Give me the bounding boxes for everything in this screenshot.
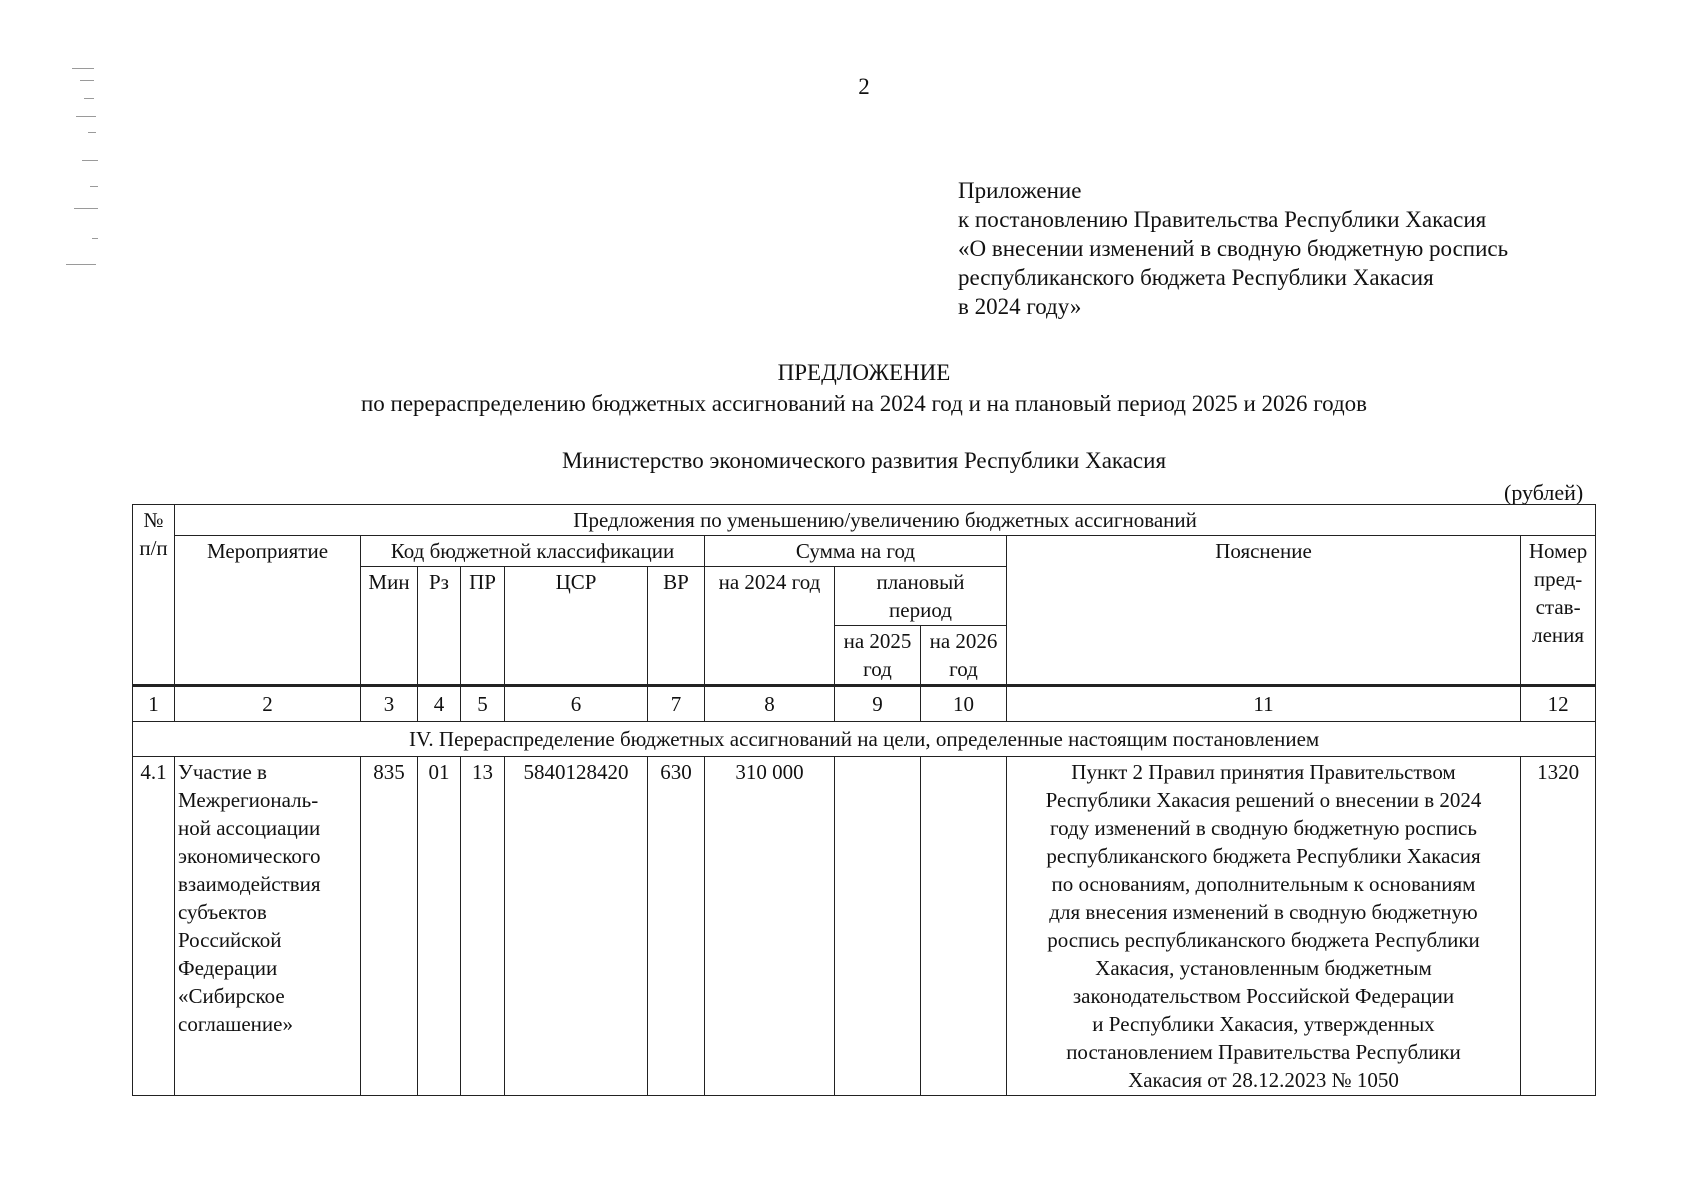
header-group-title: Предложения по уменьшению/увеличению бюджетных ассигнований (175, 505, 1596, 536)
header-explanation: Пояснение (1007, 536, 1521, 686)
header-vr: ВР (648, 567, 705, 686)
row-event-line: субъектов (178, 900, 267, 924)
row-explanation-line: по основаниям, дополнительным к основаниям (1051, 872, 1476, 896)
units-label: (рублей) (1504, 480, 1584, 505)
column-number: 6 (505, 686, 648, 722)
column-number: 11 (1007, 686, 1521, 722)
column-number: 3 (361, 686, 418, 722)
row-csr: 5840128420 (505, 757, 648, 1096)
header-submission-line: пред- (1533, 567, 1583, 591)
row-event-line: «Сибирское (178, 984, 285, 1008)
column-number: 1 (133, 686, 175, 722)
row-rz: 01 (418, 757, 461, 1096)
row-event-line: соглашение» (178, 1012, 293, 1036)
column-number: 5 (461, 686, 505, 722)
header-year-line: на 2025 (843, 629, 912, 653)
document-title: ПРЕДЛОЖЕНИЕ (777, 360, 951, 385)
header-planned-line: плановый (876, 570, 965, 594)
header-csr: ЦСР (505, 567, 648, 686)
row-min: 835 (361, 757, 418, 1096)
row-explanation-line: постановлением Правительства Республики (1066, 1040, 1461, 1064)
header-planned-line: период (889, 598, 952, 622)
column-number-row (133, 686, 1596, 722)
header-rz: Рз (418, 567, 461, 686)
header-num (133, 505, 175, 686)
header-pr: ПР (461, 567, 505, 686)
ministry-name: Министерство экономического развития Республики Хакасия (561, 448, 1167, 473)
header-min: Мин (361, 567, 418, 686)
header-code-group: Код бюджетной классификации (361, 536, 705, 567)
budget-table (132, 504, 1596, 1096)
appendix-line: в 2024 году» (958, 294, 1082, 319)
row-explanation (1007, 757, 1521, 1096)
header-year-2024: на 2024 год (705, 567, 835, 686)
row-vr: 630 (648, 757, 705, 1096)
row-explanation-line: Республики Хакасия решений о внесении в 2024 (1045, 788, 1482, 812)
header-num-line: № (143, 508, 164, 532)
row-explanation-line: и Республики Хакасия, утвержденных (1092, 1012, 1435, 1036)
section-row (133, 722, 1596, 757)
header-row-1 (133, 505, 1596, 536)
row-explanation-line: республиканского бюджета Республики Хакасия (1046, 844, 1481, 868)
table-row (133, 757, 1596, 1096)
section-title: IV. Перераспределение бюджетных ассигнований на цели, определенные настоящим постановлением (133, 722, 1596, 757)
header-submission-line: Номер (1528, 539, 1588, 563)
row-event-line: Российской (178, 928, 282, 952)
header-event: Мероприятие (175, 536, 361, 686)
row-event (175, 757, 361, 1096)
appendix-line: республиканского бюджета Республики Хакасия (958, 265, 1434, 290)
page-number: 2 (858, 74, 870, 99)
column-number: 8 (705, 686, 835, 722)
row-sum-2024: 310 000 (705, 757, 835, 1096)
row-num: 4.1 (133, 757, 175, 1096)
header-sum-group: Сумма на год (705, 536, 1007, 567)
appendix-line: «О внесении изменений в сводную бюджетную роспись (958, 236, 1509, 261)
header-year-line: год (949, 657, 978, 681)
row-explanation-line: Пункт 2 Правил принятия Правительством (1071, 760, 1456, 784)
column-number: 2 (175, 686, 361, 722)
appendix-line: к постановлению Правительства Республики Хакасия (958, 207, 1487, 232)
header-row-2 (133, 536, 1596, 567)
document-subtitle: по перераспределению бюджетных ассигнований на 2024 год и на плановый период 2025 и 2026 годов (360, 391, 1368, 416)
row-event-line: взаимодействия (178, 872, 321, 896)
header-planned-period (835, 567, 1007, 626)
header-year-line: год (863, 657, 892, 681)
row-pr: 13 (461, 757, 505, 1096)
appendix-line: Приложение (958, 178, 1082, 203)
header-year-2025 (835, 626, 921, 686)
header-year-line: на 2026 (929, 629, 998, 653)
header-submission (1521, 536, 1596, 686)
row-explanation-line: для внесения изменений в сводную бюджетную (1049, 900, 1478, 924)
column-number: 9 (835, 686, 921, 722)
column-number: 12 (1521, 686, 1596, 722)
header-year-2026 (921, 626, 1007, 686)
row-explanation-line: законодательством Российской Федерации (1072, 984, 1455, 1008)
row-event-line: Федерации (178, 956, 278, 980)
row-sum-2026 (921, 757, 1007, 1096)
column-number: 10 (921, 686, 1007, 722)
row-explanation-line: Хакасия, установленным бюджетным (1095, 956, 1432, 980)
row-explanation-line: Хакасия от 28.12.2023 № 1050 (1128, 1068, 1399, 1092)
header-submission-line: ления (1532, 623, 1585, 647)
row-event-line: ной ассоциации (178, 816, 321, 840)
column-number: 7 (648, 686, 705, 722)
row-explanation-line: роспись республиканского бюджета Республики (1047, 928, 1480, 952)
header-submission-line: став- (1535, 595, 1581, 619)
header-num-line: п/п (139, 536, 168, 560)
column-number: 4 (418, 686, 461, 722)
row-event-line: Участие в (178, 760, 267, 784)
row-sum-2025 (835, 757, 921, 1096)
row-event-line: Межрегиональ- (178, 788, 319, 812)
row-explanation-line: году изменений в сводную бюджетную роспись (1050, 816, 1477, 840)
row-submission: 1320 (1521, 757, 1596, 1096)
appendix-block (958, 176, 1508, 321)
row-event-line: экономического (178, 844, 321, 868)
